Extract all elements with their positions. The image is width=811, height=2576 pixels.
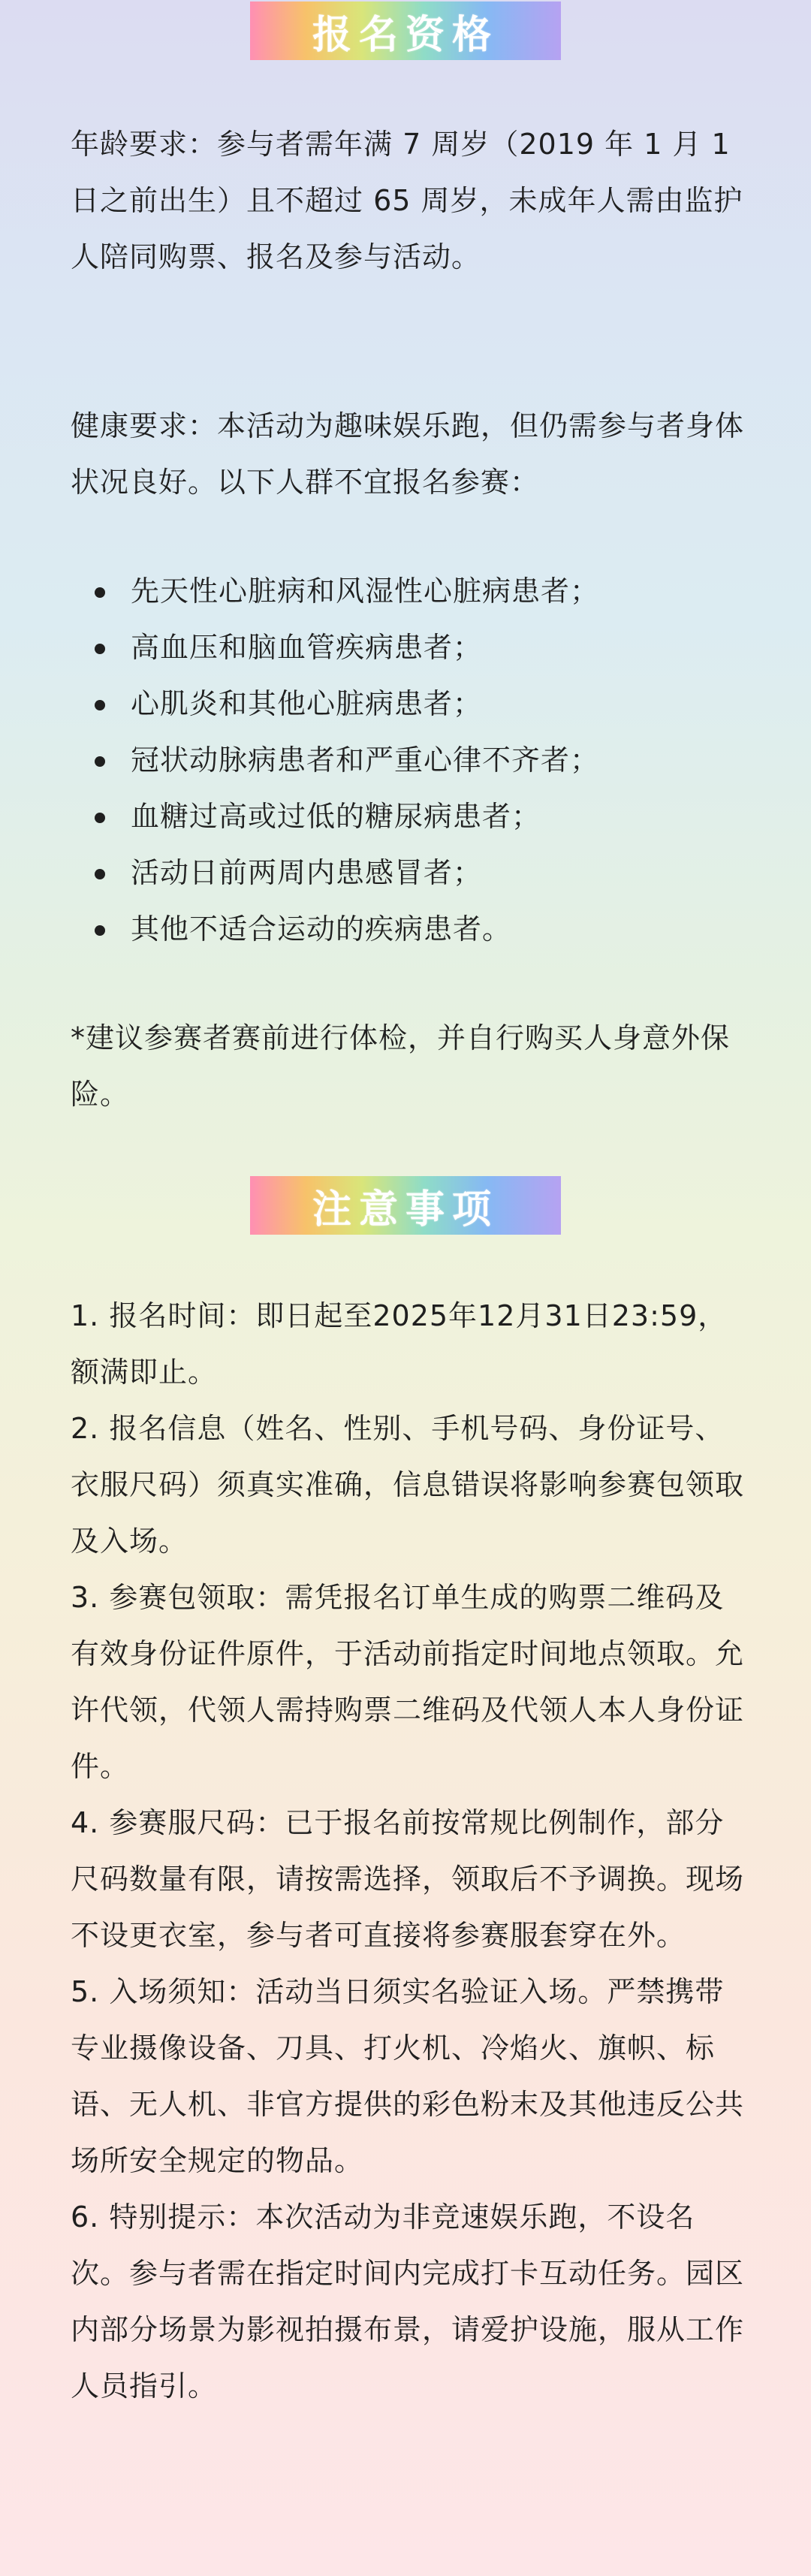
list-item: 活动日前两周内患感冒者； [71,845,746,901]
list-item: 其他不适合运动的疾病患者。 [71,901,746,958]
health-requirement: 健康要求：本活动为趣味娱乐跑，但仍需参与者身体状况良好。以下人群不宜报名参赛： [71,409,745,499]
notice-item: 4. 参赛服尺码：已于报名前按常规比例制作，部分尺码数量有限，请按需选择，领取后不予调换。现场不设更衣室，参与者可直接将参赛服套穿在外。 [71,1806,745,1952]
notice-item: 2. 报名信息（姓名、性别、手机号码、身份证号、衣服尺码）须真实准确，信息错误将影响参赛包领取及入场。 [71,1412,745,1558]
list-item: 高血压和脑血管疾病患者； [71,620,746,676]
list-item: 心肌炎和其他心脏病患者； [71,676,746,732]
notice-item: 6. 特别提示：本次活动为非竞速娱乐跑，不设名次。参与者需在指定时间内完成打卡互动任务。园区内部分场景为影视拍摄布景，请爱护设施，服从工作人员指引。 [71,2200,745,2403]
section-title-eligibility [250,2,561,60]
age-requirement: 年龄要求：参与者需年满 7 周岁（2019 年 1 月 1 日之前出生）且不超过 65 周岁，未成年人需由监护人陪同购票、报名及参与活动。 [71,128,743,273]
checkup-advice: *建议参赛者赛前进行体检，并自行购买人身意外保险。 [71,1021,731,1111]
list-item: 冠状动脉病患者和严重心律不齐者； [71,732,746,789]
notice-item: 5. 入场须知：活动当日须实名验证入场。严禁携带专业摄像设备、刀具、打火机、冷焰火、旗帜、标语、无人机、非官方提供的彩色粉末及其他违反公共场所安全规定的物品。 [71,1975,745,2177]
notice-item: 1. 报名时间：即日起至2025年12月31日23:59，额满即止。 [71,1299,728,1389]
section-title-notices [250,1176,561,1235]
health-exclusion-list [71,563,746,958]
section-title-text: 报名资格 [312,12,499,58]
notice-list [71,1288,746,2415]
section-title-text: 注意事项 [312,1187,499,1232]
notice-item: 3. 参赛包领取：需凭报名订单生成的购票二维码及有效身份证件原件，于活动前指定时间地点领取。允许代领，代领人需持购票二维码及代领人本人身份证件。 [71,1581,745,1783]
list-item: 血糖过高或过低的糖尿病患者； [71,789,746,845]
list-item: 先天性心脏病和风湿性心脏病患者； [71,563,746,620]
